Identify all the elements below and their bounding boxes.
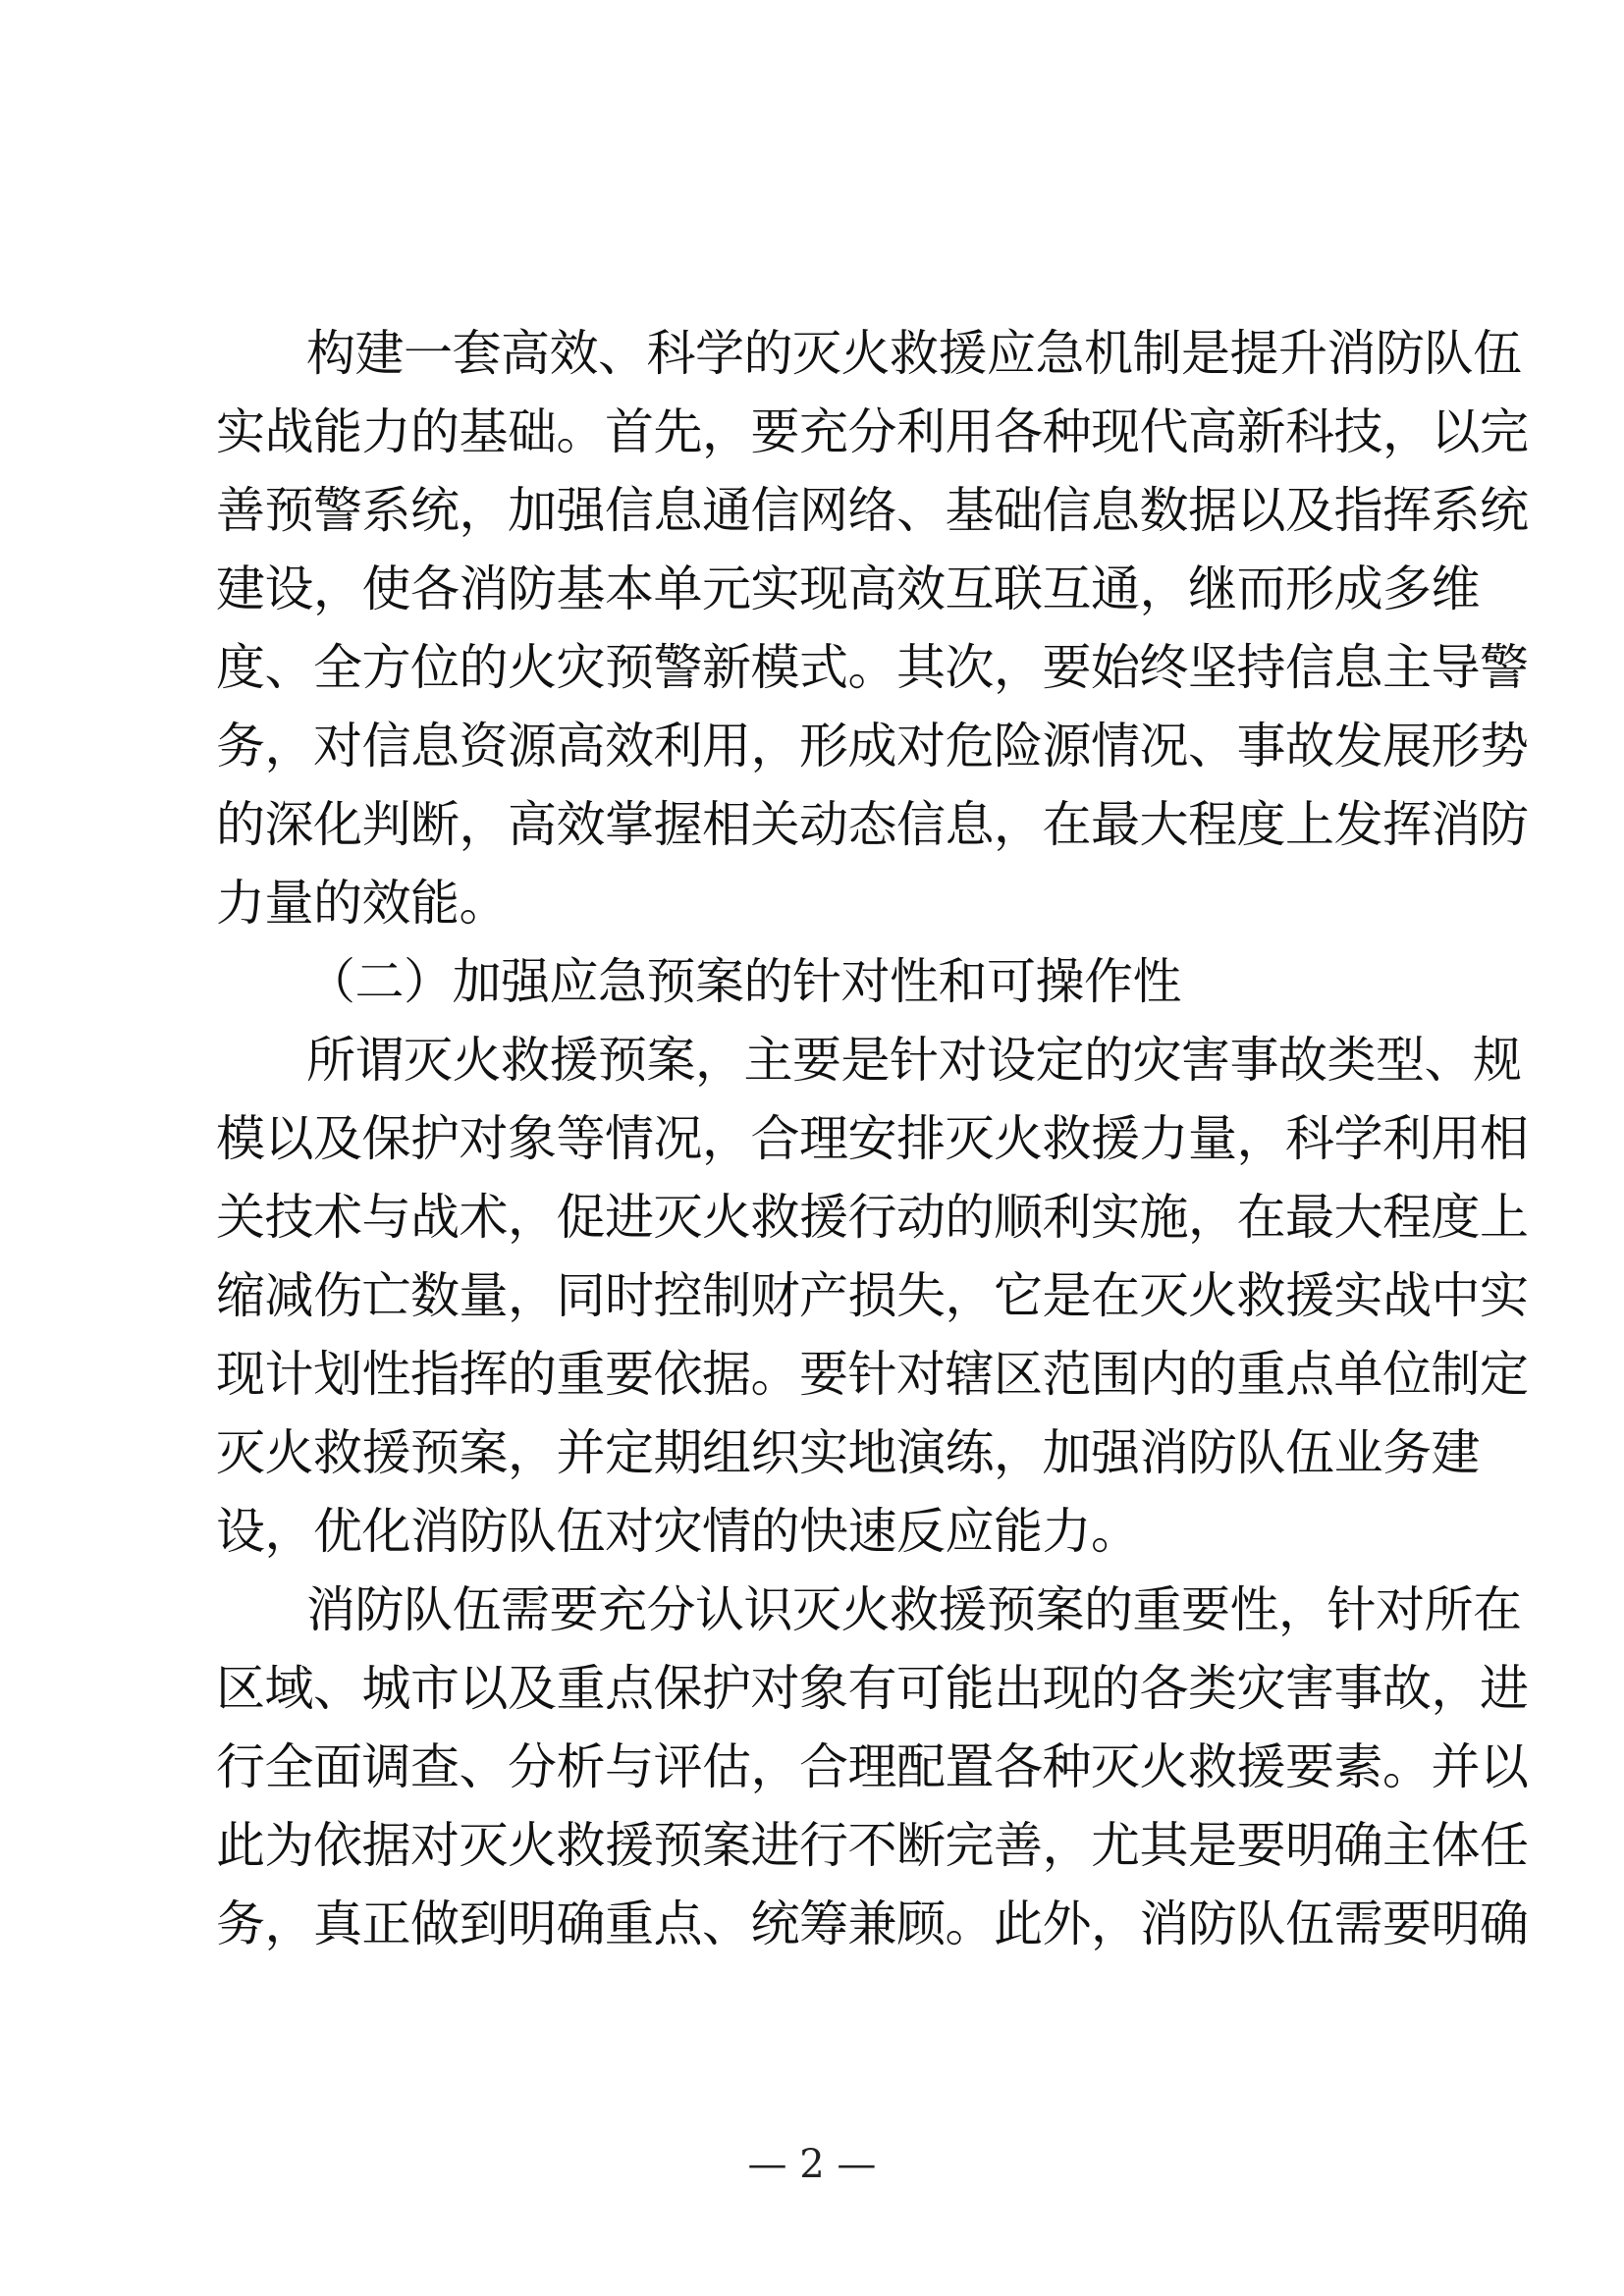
paragraph-1-line-7: 的深化判断，高效掌握相关动态信息，在最大程度上发挥消防 (216, 796, 1529, 853)
paragraph-1-line-2: 实战能力的基础。首先，要充分利用各种现代高新科技，以完 (216, 403, 1529, 460)
paragraph-1-line-8: 力量的效能。 (216, 875, 508, 932)
paragraph-3-line-2: 区域、城市以及重点保护对象有可能出现的各类灾害事故，进 (216, 1660, 1529, 1717)
section-heading: （二）加强应急预案的针对性和可操作性 (306, 953, 1181, 1010)
paragraph-2-line-4: 缩减伤亡数量，同时控制财产损失，它是在灭火救援实战中实 (216, 1267, 1529, 1324)
paragraph-3-line-1: 消防队伍需要充分认识灭火救援预案的重要性，针对所在 (306, 1581, 1522, 1638)
paragraph-2-line-1: 所谓灭火救援预案，主要是针对设定的灾害事故类型、规 (306, 1032, 1522, 1089)
paragraph-1-line-5: 度、全方位的火灾预警新模式。其次，要始终坚持信息主导警 (216, 639, 1529, 696)
paragraph-1-line-4: 建设，使各消防基本单元实现高效互联互通，继而形成多维 (216, 561, 1480, 617)
page-number: — 2 — (747, 2142, 877, 2187)
paragraph-2-line-2: 模以及保护对象等情况，合理安排灭火救援力量，科学利用相 (216, 1110, 1529, 1167)
paragraph-2-line-3: 关技术与战术，促进灭火救援行动的顺利实施，在最大程度上 (216, 1189, 1529, 1246)
paragraph-2-line-5: 现计划性指挥的重要依据。要针对辖区范围内的重点单位制定 (216, 1346, 1529, 1403)
paragraph-1-line-1: 构建一套高效、科学的灭火救援应急机制是提升消防队伍 (306, 325, 1522, 382)
paragraph-3-line-3: 行全面调查、分析与评估，合理配置各种灭火救援要素。并以 (216, 1738, 1529, 1795)
paragraph-3-line-5: 务，真正做到明确重点、统筹兼顾。此外，消防队伍需要明确 (216, 1896, 1529, 1952)
paragraph-2-line-7: 设，优化消防队伍对灾情的快速反应能力。 (216, 1503, 1140, 1560)
paragraph-3-line-4: 此为依据对灭火救援预案进行不断完善，尤其是要明确主体任 (216, 1817, 1529, 1874)
paragraph-2-line-6: 灭火救援预案，并定期组织实地演练，加强消防队伍业务建 (216, 1424, 1480, 1481)
paragraph-1-line-6: 务，对信息资源高效利用，形成对危险源情况、事故发展形势 (216, 718, 1529, 774)
paragraph-1-line-3: 善预警系统，加强信息通信网络、基础信息数据以及指挥系统 (216, 482, 1529, 539)
